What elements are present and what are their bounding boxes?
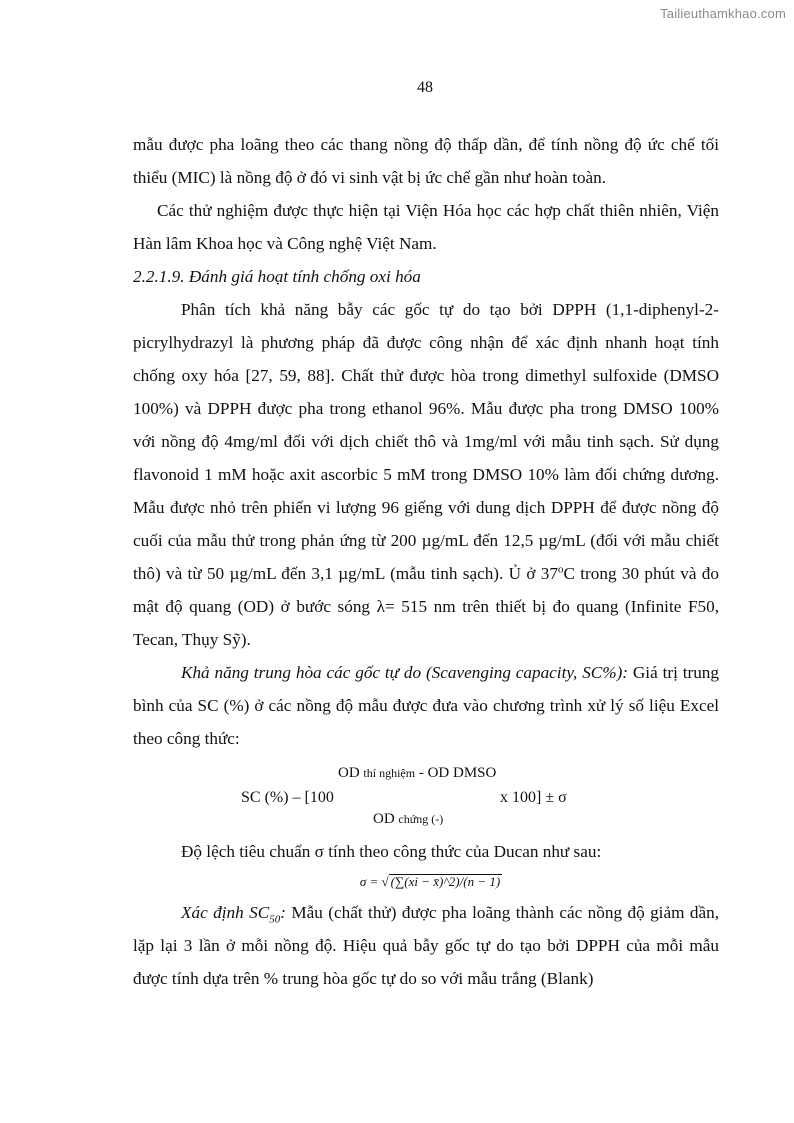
numerator-od-2: OD: [427, 765, 450, 781]
paragraph-institute: Các thử nghiệm được thực hiện tại Viện Hóa học các hợp chất thiên nhiên, Viện Hàn lâm Khoa học và Công nghệ Việt Nam.: [133, 201, 719, 253]
sqrt-body: (∑(xi − x̄)^2)/(n − 1): [390, 874, 501, 889]
sc50-colon: :: [280, 903, 286, 922]
formula-numerator: [338, 757, 496, 790]
numerator-minus: -: [415, 765, 428, 781]
formula-right: x 100] ± σ: [500, 789, 567, 806]
paragraph-sc50: [133, 896, 719, 995]
degree-sup: o: [557, 563, 564, 576]
numerator-sub-2: DMSO: [453, 765, 497, 781]
sqrt-icon: √: [381, 874, 389, 889]
sc50-text-rest: Mẫu (chất thử) được pha loãng thành các nồng độ giảm dần, lặp lại 3 lần ở mỗi nồng độ. Hiệu quả bẫy gốc tự do tạo bởi DPPH của mỗi mẫu được tính dựa trên % trung hòa gốc tự do so với mẫu trắng (Blank): [133, 903, 719, 988]
sigma-lhs: σ =: [359, 874, 382, 889]
paragraph-mic: mẫu được pha loãng theo các thang nồng độ thấp dần, để tính nồng độ ức chế tối thiểu (MIC) là nồng độ ở đó vi sinh vật bị ức chế gần như hoàn toàn.: [133, 135, 719, 187]
sigma-formula: [133, 868, 719, 896]
section-heading: 2.2.1.9. Đánh giá hoạt tính chống oxi hóa: [133, 267, 421, 286]
numerator-sub-1: thí nghiệm: [363, 766, 416, 780]
paragraph-sigma: Độ lệch tiêu chuẩn σ tính theo công thức của Ducan như sau:: [181, 842, 602, 861]
numerator-od-1: OD: [338, 765, 360, 781]
sc-formula: [133, 757, 719, 835]
sc50-sub: 50: [269, 913, 281, 926]
document-body: [133, 128, 719, 995]
sc-italic-label: Khả năng trung hòa các gốc tự do (Scavenging capacity, SC%):: [181, 663, 629, 682]
watermark: Tailieuthamkhao.com: [660, 6, 786, 21]
formula-left: SC (%) – [100: [241, 789, 334, 806]
formula-denominator: [373, 803, 443, 836]
sc50-text: Xác định SC: [181, 903, 270, 922]
dpph-text-b: C trong 30 phút và đo mật độ quang (OD) ở bước sóng λ= 515 nm trên thiết bị đo quang (Infinite F50, Tecan, Thụy Sỹ).: [133, 564, 719, 649]
page-number: 48: [417, 79, 433, 96]
paragraph-sc: [133, 656, 719, 755]
sc50-label: [181, 903, 286, 926]
sc-text: Giá trị trung bình của SC (%) ở các nồng độ mẫu được đưa vào chương trình xử lý số liệu Excel theo công thức:: [133, 663, 719, 748]
dpph-text-a: Phân tích khả năng bẫy các gốc tự do tạo bởi DPPH (1,1-diphenyl-2-picrylhydrazyl là phương pháp đã được công nhận để xác định nhanh hoạt tính chống oxy hóa [27, 59, 88]. Chất thử được hòa trong dimethyl sulfoxide (DMSO 100%) và DPPH được pha trong ethanol 96%. Mẫu được pha trong DMSO 100% với nồng độ 4mg/ml đối với dịch chiết thô và 1mg/ml với mẫu tinh sạch. Sử dụng flavonoid 1 mM hoặc axit ascorbic 5 mM trong DMSO 10% làm đối chứng dương. Mẫu được nhỏ trên phiến vi lượng 96 giếng với dung dịch DPPH để được nồng độ cuối của mẫu thử trong phản ứng từ 200 µg/mL đến 12,5 µg/mL (đối với mẫu chiết thô) và từ 50 µg/mL đến 3,1 µg/mL (mẫu tinh sạch). Ủ ở 37: [133, 300, 719, 583]
denominator-sub: chứng (-): [398, 812, 444, 826]
denominator-od: OD: [373, 811, 395, 827]
paragraph-dpph: [133, 293, 719, 656]
